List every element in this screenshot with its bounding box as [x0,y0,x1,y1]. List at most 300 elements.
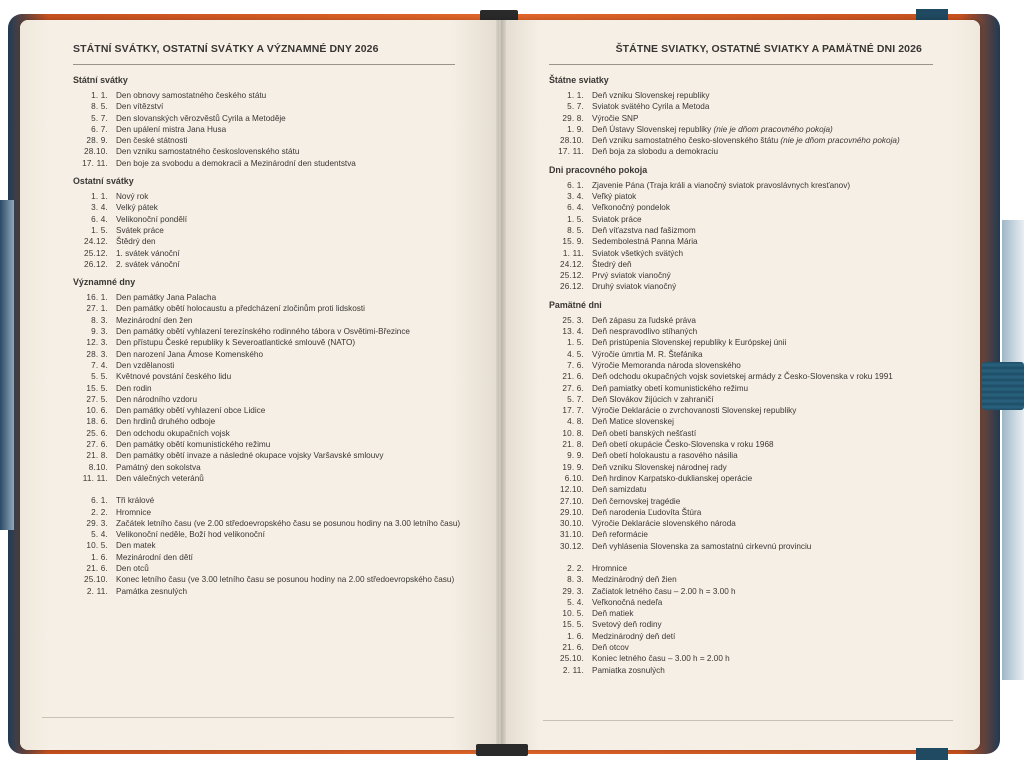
holiday-name [110,146,473,157]
holiday-row [73,337,473,348]
holiday-name [586,315,959,326]
holiday-name [586,541,959,552]
section-spacer [73,484,473,495]
holiday-date: 8. 5. [567,225,584,235]
holiday-row [549,597,959,608]
section-heading: Pamätné dni [549,299,602,310]
holiday-row [73,135,473,146]
holiday-row [73,202,473,213]
holiday-name [586,642,959,653]
bookmark-ribbon-bottom[interactable] [476,744,528,756]
holiday-row [549,428,959,439]
holiday-name-text: Květnové povstání českého lidu [116,372,232,382]
holiday-name [110,303,473,314]
holiday-name-text: Den vzdělanosti [116,360,175,370]
holiday-date: 7. 6. [567,360,584,370]
holiday-date: 2. 11. [562,665,584,675]
holiday-date: 1. 5. [567,214,584,224]
holiday-row [73,113,473,124]
holiday-name-text: 1. svátek vánoční [116,248,180,258]
holiday-date: 1. 1. [567,91,584,100]
holiday-name [110,90,473,101]
holiday-row [549,124,959,135]
holiday-row [549,642,959,653]
holiday-row [549,450,959,461]
holiday-date: 30.10. [560,519,584,529]
holiday-name-text: Den památky Jana Palacha [116,293,217,303]
holiday-date: 5. 7. [567,394,584,404]
holiday-date: 25.12. [84,248,108,258]
holiday-name-text: Den památky obětí komunistického režimu [116,440,271,450]
holiday-date: 17. 11. [558,147,584,157]
holiday-date: 6. 4. [91,214,108,224]
holiday-name [110,360,473,371]
holiday-name-text: 2. svátek vánoční [116,259,180,269]
holiday-date: 8. 3. [567,575,584,585]
holiday-name [110,563,473,574]
holiday-name [586,214,959,225]
holiday-row [73,259,473,270]
holiday-name-text: Velký pátek [116,203,158,213]
holiday-date: 18. 6. [86,417,108,427]
holiday-name [110,225,473,236]
holiday-note: (nie je dňom pracovného pokoja) [780,136,900,146]
holiday-row [73,416,473,427]
holiday-name [110,202,473,213]
holiday-date: 25.10. [84,575,108,585]
holiday-date: 5. 7. [91,113,108,123]
holiday-row [73,360,473,371]
holiday-date: 19. 9. [562,462,584,472]
holiday-date: 29. 3. [86,518,108,528]
holiday-row [73,383,473,394]
holiday-date: 3. 4. [91,203,108,213]
holiday-name [586,124,959,135]
holiday-row [73,462,473,473]
holiday-name [110,135,473,146]
holiday-row [73,540,473,551]
section-spacer [549,552,959,563]
holiday-name-text: Deň vzniku Slovenskej národnej rady [592,462,727,472]
holiday-name [586,394,959,405]
holiday-date: 17. 11. [82,158,108,168]
holiday-name-text: Veľkonočná nedeľa [592,597,663,607]
holiday-date: 1. 1. [91,91,108,100]
holiday-date: 25.10. [560,654,584,664]
holiday-date: 21. 8. [562,440,584,450]
holiday-date: 10. 6. [86,406,108,416]
holiday-name [110,113,473,124]
holiday-date: 28.10. [560,136,584,146]
holiday-row [549,473,959,484]
holiday-name [110,462,473,473]
holiday-date: 5. 4. [91,530,108,540]
holiday-name [110,428,473,439]
holiday-date: 9. 3. [91,327,108,337]
holiday-name-text: Deň Matice slovenskej [592,417,674,427]
holiday-row [73,101,473,112]
holiday-name [110,383,473,394]
holiday-name-text: Památný den sokolstva [116,462,201,472]
holiday-row [73,248,473,259]
holiday-row [73,574,473,585]
holiday-row [549,326,959,337]
holiday-row [549,394,959,405]
holiday-row [73,158,473,169]
holiday-name-text: Svetový deň rodiny [592,620,662,630]
holiday-name [110,101,473,112]
holiday-date: 27. 1. [86,304,108,314]
holiday-name-text: Den památky obětí holocaustu a předcházení zločinům proti lidskosti [116,304,365,314]
right-footer-rule [543,720,953,721]
holiday-date: 1. 6. [567,631,584,641]
holiday-row [73,292,473,303]
holiday-name-text: Velikonoční neděle, Boží hod velikonoční [116,530,265,540]
holiday-date: 9. 9. [567,451,584,461]
holiday-row [73,90,473,101]
holiday-name-text: Veľký piatok [592,192,637,202]
holiday-name-text: Deň Slovákov žijúcich v zahraničí [592,394,714,404]
holiday-name [110,214,473,225]
holiday-row [549,371,959,382]
holiday-date: 24.12. [84,237,108,247]
holiday-name-text: Výročie Deklarácie o zvrchovanosti Slovenskej republiky [592,406,797,416]
holiday-row [73,518,473,529]
holiday-name [586,574,959,585]
holiday-date: 28.10. [84,147,108,157]
holiday-date: 21. 8. [86,451,108,461]
holiday-row [73,371,473,382]
holiday-name [110,292,473,303]
holiday-name-text: Deň černovskej tragédie [592,496,681,506]
holiday-name-text: Medzinárodný deň detí [592,631,676,641]
holiday-name-text: Den upálení mistra Jana Husa [116,124,227,134]
holiday-name-text: Sviatok všetkých svätých [592,248,684,258]
holiday-name-text: Výročie Deklarácie slovenského národa [592,519,736,529]
holiday-name [586,135,959,146]
holiday-name [110,191,473,202]
holiday-date: 10. 5. [562,609,584,619]
holiday-row [73,473,473,484]
holiday-name-text: Sviatok svätého Cyrila a Metoda [592,102,710,112]
holiday-name [110,450,473,461]
holiday-name [586,349,959,360]
holiday-name [110,394,473,405]
holiday-name-text: Deň obetí banských nešťastí [592,428,697,438]
holiday-date: 27. 6. [562,383,584,393]
holiday-name-text: Začátek letního času (ve 2.00 středoevropského času se posunou hodiny na 3.00 letního času) [116,518,461,528]
holiday-row [549,259,959,270]
holiday-name-text: Mezinárodní den dětí [116,552,193,562]
holiday-name [586,619,959,630]
holiday-row [549,574,959,585]
holiday-name-text: Den obnovy samostatného českého státu [116,91,267,100]
holiday-name-text: Začiatok letného času – 2.00 h = 3.00 h [592,586,736,596]
holiday-name [586,146,959,157]
holiday-date: 2. 2. [91,507,108,517]
holiday-row [73,236,473,247]
holiday-date: 8. 5. [91,102,108,112]
holiday-name-text: Den památky obětí invaze a následné okupace vojsky Varšavské smlouvy [116,451,384,461]
holiday-name [586,405,959,416]
holiday-row [73,529,473,540]
holiday-date: 15. 9. [562,237,584,247]
holiday-row [73,405,473,416]
holiday-row [73,394,473,405]
holiday-name [586,450,959,461]
holiday-date: 6. 4. [567,203,584,213]
holiday-date: 1. 6. [91,552,108,562]
holiday-name-text: Den narození Jana Ámose Komenského [116,349,264,359]
holiday-name-text: Štedrý deň [592,259,632,269]
holiday-row [549,619,959,630]
holiday-name-text: Den slovanských věrozvěstů Cyrila a Metoděje [116,113,286,123]
holiday-name-text: Tři králové [116,496,155,506]
holiday-name [110,540,473,551]
holiday-name [586,371,959,382]
holiday-name-text: Deň víťazstva nad fašizmom [592,225,696,235]
section-heading: Štátne sviatky [549,75,609,85]
holiday-row [73,146,473,157]
holiday-name [586,496,959,507]
holiday-name [110,439,473,450]
cover-edge-right [1002,220,1024,680]
holiday-date: 29.10. [560,507,584,517]
holiday-row [73,450,473,461]
section-heading: Ostatní svátky [73,176,134,187]
holiday-row [73,225,473,236]
holiday-name-text: Den národního vzdoru [116,394,198,404]
holiday-date: 1. 9. [567,124,584,134]
holiday-row [73,439,473,450]
holiday-name-text: Deň reformácie [592,530,648,540]
holiday-date: 25.12. [560,271,584,281]
holiday-name [586,270,959,281]
holiday-name-text: Deň matiek [592,609,634,619]
holiday-row [549,631,959,642]
holiday-name [110,315,473,326]
holiday-date: 7. 4. [91,360,108,370]
holiday-row [549,518,959,529]
holiday-date: 28. 9. [86,136,108,146]
left-page-title: STÁTNÍ SVÁTKY, OSTATNÍ SVÁTKY A VÝZNAMNÉ DNY 2026 [73,43,379,55]
holiday-name-text: Den přístupu České republiky k Severoatlantické smlouvě (NATO) [116,338,356,348]
holiday-name [586,631,959,642]
holiday-row [549,146,959,157]
holiday-name-text: Deň otcov [592,643,629,653]
holiday-name [110,259,473,270]
holiday-name [110,158,473,169]
holiday-name-text: Konec letního času (ve 3.00 letního času se posunou hodiny na 2.00 středoevropského času) [116,575,455,585]
holiday-name [586,248,959,259]
holiday-name [586,507,959,518]
holiday-name-text: Medzinárodný deň žien [592,575,677,585]
holiday-name-text: Deň samizdatu [592,485,647,495]
holiday-date: 21. 6. [562,372,584,382]
holiday-row [549,202,959,213]
holiday-name-text: Veľkonočný pondelok [592,203,670,213]
holiday-name [586,360,959,371]
holiday-row [73,552,473,563]
holiday-date: 12.10. [560,485,584,495]
holiday-name-text: Sedembolestná Panna Mária [592,237,698,247]
holiday-name-text: Den matek [116,541,156,551]
holiday-name-text: Druhý sviatok vianočný [592,282,677,292]
holiday-date: 2. 11. [86,586,108,596]
holiday-date: 12. 3. [86,338,108,348]
holiday-date: 8.10. [88,462,108,472]
right-holiday-list [549,74,959,676]
holiday-row [549,315,959,326]
holiday-date: 21. 6. [86,563,108,573]
holiday-date: 25. 3. [562,315,584,325]
holiday-name-text: Deň vyhlásenia Slovenska za samostatnú cirkevnú provinciu [592,541,812,551]
holiday-name-text: Zjavenie Pána (Traja králi a vianočný sviatok pravoslávnych kresťanov) [592,180,851,190]
holiday-name-text: Prvý sviatok vianočný [592,271,671,281]
holiday-name [586,428,959,439]
holiday-row [549,360,959,371]
holiday-name-text: Sviatok práce [592,214,642,224]
left-title-rule [73,64,455,65]
holiday-name [586,473,959,484]
holiday-name-text: Den české státnosti [116,136,188,146]
holiday-name [586,586,959,597]
holiday-name-text: Den památky obětí vyhlazení terezínského rodinného tábora v Osvětimi-Březince [116,327,410,337]
holiday-date: 13. 4. [562,327,584,337]
holiday-date: 3. 4. [567,192,584,202]
holiday-name-text: Den památky obětí vyhlazení obce Lidice [116,406,266,416]
holiday-date: 15. 5. [86,383,108,393]
holiday-name [110,337,473,348]
holiday-row [549,225,959,236]
left-page [20,20,499,750]
holiday-name [110,574,473,585]
holiday-row [549,484,959,495]
holiday-name [586,597,959,608]
holiday-row [549,191,959,202]
holiday-name-text: Deň nespravodlivo stíhaných [592,327,698,337]
holiday-row [549,248,959,259]
right-page-title: ŠTÁTNE SVIATKY, OSTATNÉ SVIATKY A PAMÄTNÉ DNI 2026 [615,43,922,55]
holiday-name [586,202,959,213]
holiday-name-text: Výročie Memoranda národa slovenského [592,360,741,370]
right-page [501,20,980,750]
holiday-name-text: Výročie úmrtia M. R. Štefánika [592,349,703,359]
holiday-date: 6. 7. [91,124,108,134]
holiday-date: 17. 7. [562,406,584,416]
holiday-name-text: Deň vzniku Slovenskej republiky [592,91,710,100]
holiday-row [549,529,959,540]
holiday-name [586,665,959,676]
holiday-row [549,383,959,394]
holiday-row [73,507,473,518]
holiday-name-text: Deň narodenia Ľudovíta Štúra [592,507,702,517]
holiday-name-text: Deň odchodu okupačných vojsk sovietskej armády z Česko-Slovenska v roku 1991 [592,372,893,382]
holiday-name-text: Deň hrdinov Karpatsko-duklianskej operácie [592,473,753,483]
holiday-row [549,496,959,507]
holiday-name [586,484,959,495]
holiday-date: 4. 8. [567,417,584,427]
holiday-date: 29. 3. [562,586,584,596]
holiday-name-text: Deň boja za slobodu a demokraciu [592,147,719,157]
left-footer-rule [42,717,454,718]
holiday-row [549,281,959,292]
holiday-name-text: Mezinárodní den žen [116,315,193,325]
holiday-name [586,337,959,348]
holiday-date: 5. 5. [91,372,108,382]
holiday-row [73,191,473,202]
holiday-name-text: Deň pamiatky obetí komunistického režimu [592,383,749,393]
holiday-row [549,337,959,348]
holiday-date: 29. 8. [562,113,584,123]
holiday-name-text: Hromnice [592,563,628,573]
holiday-name [110,248,473,259]
holiday-name-text: Den boje za svobodu a demokracii a Mezinárodní den studentstva [116,158,356,168]
holiday-row [549,113,959,124]
holiday-name-text: Den vítězství [116,102,164,112]
holiday-date: 11. 11. [82,473,108,483]
holiday-row [549,236,959,247]
holiday-name [586,101,959,112]
holiday-name [586,180,959,191]
page-gutter [496,20,506,750]
holiday-row [73,586,473,597]
holiday-date: 1. 11. [562,248,584,258]
holiday-name-text: Deň vzniku samostatného česko-slovenského štátu [592,136,779,146]
holiday-date: 10. 8. [562,428,584,438]
holiday-row [549,416,959,427]
holiday-name [110,473,473,484]
holiday-name-text: Koniec letného času – 3.00 h = 2.00 h [592,654,730,664]
elastic-closure-band[interactable] [982,362,1024,410]
holiday-name [586,383,959,394]
holiday-name [586,90,959,101]
holiday-date: 25. 6. [86,428,108,438]
holiday-name [110,495,473,506]
holiday-name [110,124,473,135]
elastic-band-bottom [916,748,948,760]
holiday-name-text: Deň Ústavy Slovenskej republiky [592,124,712,134]
holiday-row [73,563,473,574]
holiday-name [110,529,473,540]
holiday-name [110,586,473,597]
holiday-date: 26.12. [560,282,584,292]
holiday-name-text: Památka zesnulých [116,586,187,596]
holiday-date: 24.12. [560,259,584,269]
holiday-name-text: Velikonoční pondělí [116,214,188,224]
holiday-name [586,259,959,270]
holiday-name [586,563,959,574]
holiday-name-text: Deň zápasu za ľudské práva [592,315,696,325]
right-title-rule [549,64,933,65]
holiday-row [549,563,959,574]
holiday-row [549,665,959,676]
holiday-name [110,326,473,337]
holiday-date: 27. 6. [86,440,108,450]
holiday-date: 1. 5. [567,338,584,348]
holiday-row [549,653,959,664]
holiday-date: 15. 5. [562,620,584,630]
holiday-name [586,416,959,427]
holiday-name [586,191,959,202]
holiday-name-text: Deň pristúpenia Slovenskej republiky k Európskej únii [592,338,787,348]
holiday-name-text: Den hrdinů druhého odboje [116,417,216,427]
holiday-name [586,326,959,337]
holiday-date: 6. 1. [91,496,108,506]
holiday-date: 2. 2. [567,563,584,573]
holiday-row [549,462,959,473]
holiday-name [110,416,473,427]
